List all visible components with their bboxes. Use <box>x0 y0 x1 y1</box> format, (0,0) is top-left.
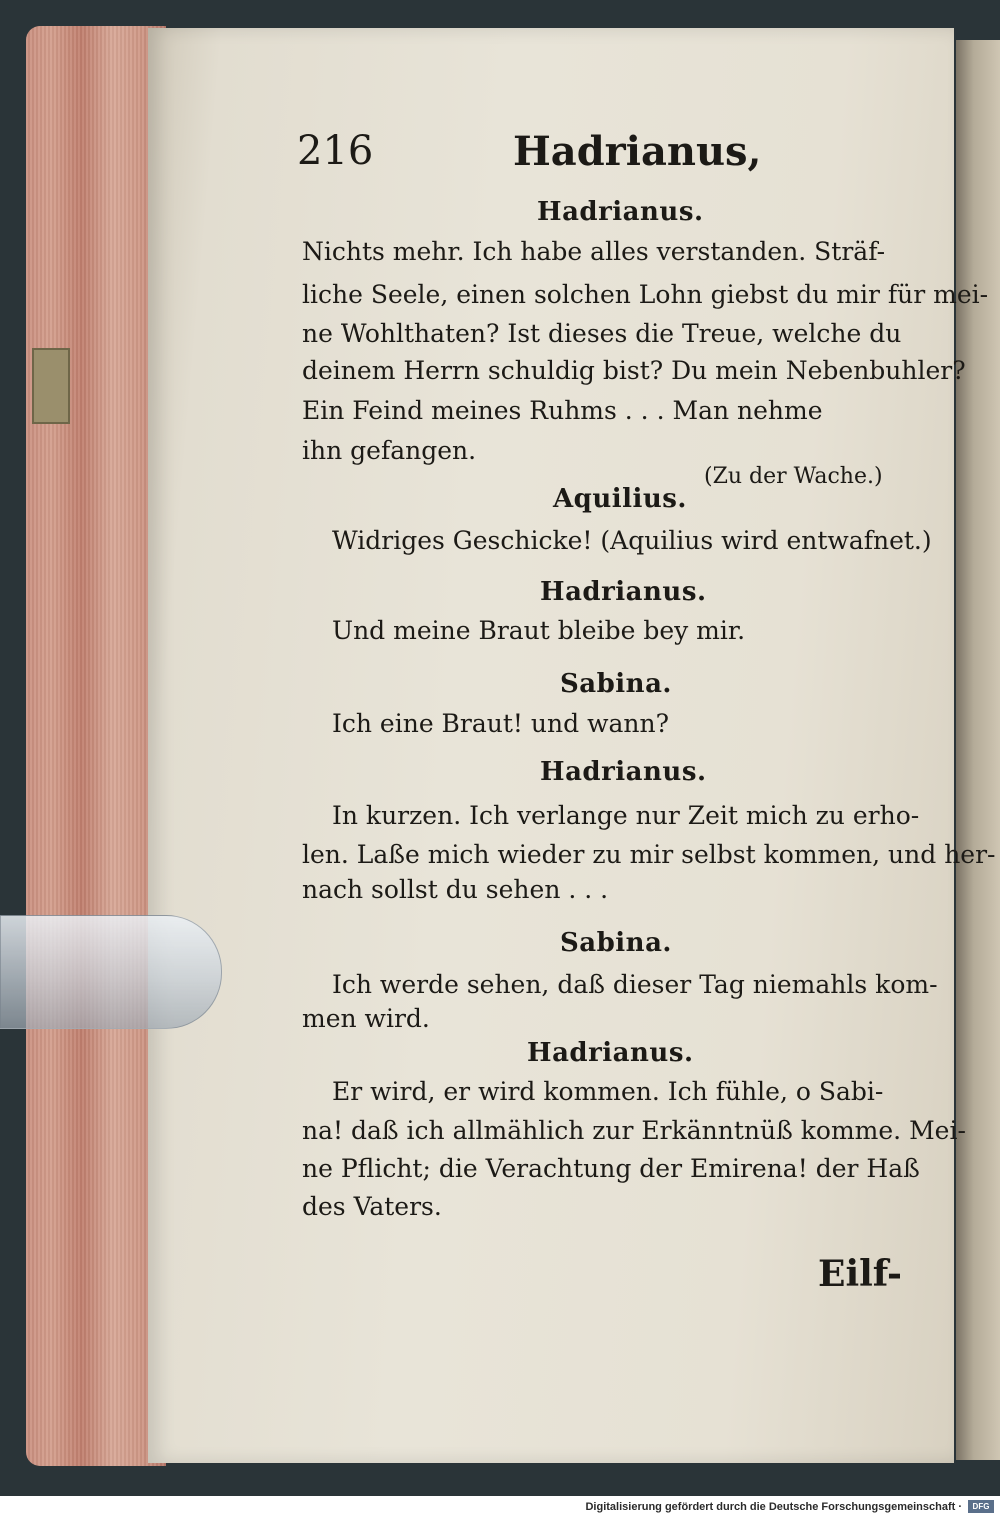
running-head: Hadrianus, <box>513 128 762 175</box>
catchword: Eilf- <box>818 1253 902 1295</box>
text-line: Er wird, er wird kommen. Ich fühle, o Sabi- <box>332 1077 884 1106</box>
speaker-name: Hadrianus. <box>540 577 707 607</box>
text-line: ihn gefangen. <box>302 436 477 465</box>
speaker-name: Sabina. <box>560 928 672 958</box>
text-line: des Vaters. <box>302 1192 442 1221</box>
speaker-name: Hadrianus. <box>537 197 704 227</box>
text-line: men wird. <box>302 1004 430 1033</box>
text-line: Ein Feind meines Ruhms . . . Man nehme <box>302 396 823 425</box>
speaker-name: Sabina. <box>560 669 672 699</box>
text-line: liche Seele, einen solchen Lohn giebst du mir für mei- <box>302 280 989 309</box>
dfg-logo-icon: DFG <box>968 1500 994 1513</box>
facing-page-edge <box>956 40 1000 1460</box>
text-line: len. Laße mich wieder zu mir selbst kommen, und her- <box>302 840 996 869</box>
speaker-name: Aquilius. <box>553 484 687 514</box>
text-line: Ich werde sehen, daß dieser Tag niemahls kom- <box>332 970 938 999</box>
text-line: deinem Herrn schuldig bist? Du mein Nebenbuhler? <box>302 356 966 385</box>
text-line: Widriges Geschicke! (Aquilius wird entwafnet.) <box>332 526 932 555</box>
footer-credit-bar <box>0 1496 1000 1518</box>
text-line: Ich eine Braut! und wann? <box>332 709 669 738</box>
book-page-edges <box>26 26 166 1466</box>
speaker-name: Hadrianus. <box>527 1038 694 1068</box>
stage-direction: (Zu der Wache.) <box>704 464 883 489</box>
page-number: 216 <box>297 128 374 174</box>
text-line: ne Wohlthaten? Ist dieses die Treue, welche du <box>302 319 902 348</box>
text-line: In kurzen. Ich verlange nur Zeit mich zu erho- <box>332 801 920 830</box>
page-weight-ruler <box>0 915 222 1029</box>
text-line: na! daß ich allmählich zur Erkänntnüß komme. Mei- <box>302 1116 966 1145</box>
text-line: ne Pflicht; die Verachtung der Emirena! der Haß <box>302 1154 920 1183</box>
text-line: Und meine Braut bleibe bey mir. <box>332 616 746 645</box>
text-line: nach sollst du sehen . . . <box>302 875 609 904</box>
text-line: Nichts mehr. Ich habe alles verstanden. Sträf- <box>302 237 886 266</box>
bookmark-tab <box>32 348 70 424</box>
footer-credit-text: Digitalisierung gefördert durch die Deutsche Forschungsgemeinschaft · <box>585 1501 962 1513</box>
speaker-name: Hadrianus. <box>540 757 707 787</box>
